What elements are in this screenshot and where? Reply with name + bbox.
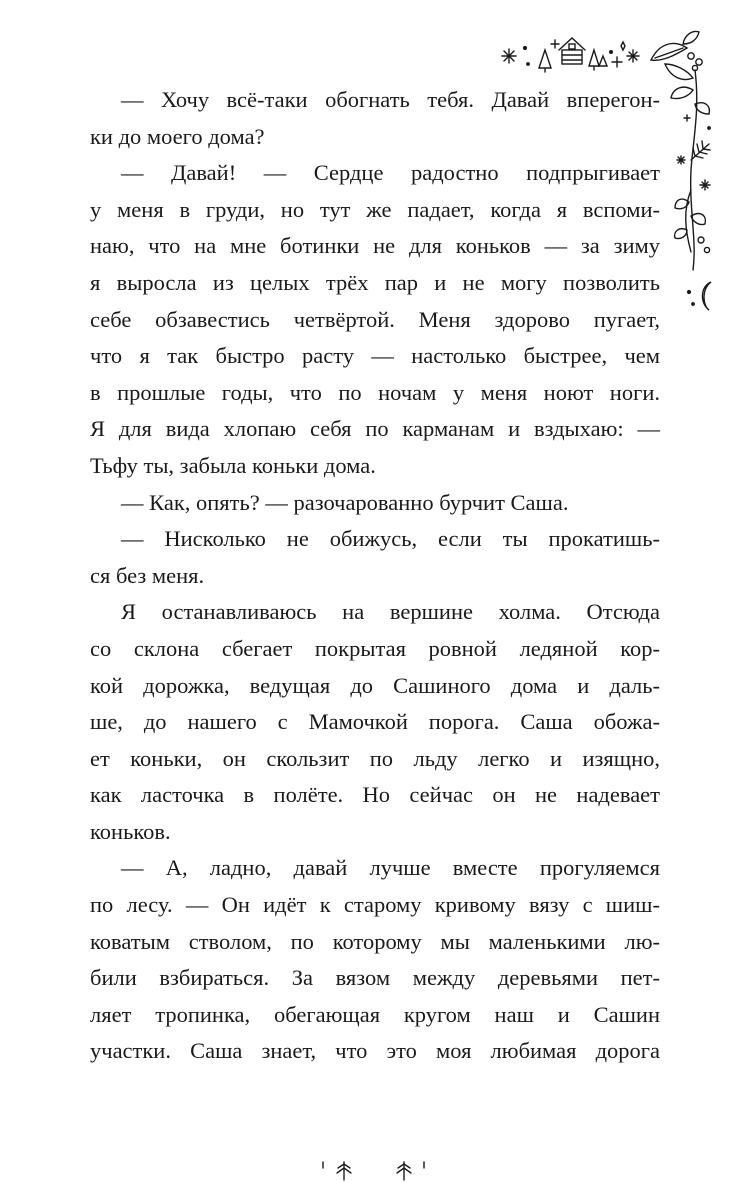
text-line: как ласточка в полёте. Но сейчас он не надевает <box>90 782 660 808</box>
text-line: ет коньки, он скользит по льду легко и изящно, <box>90 745 660 771</box>
text-line: по лесу. — Он идёт к старому кривому вязу с шиш- <box>90 892 660 918</box>
text-line: — Как, опять? — разочарованно бурчит Саша. <box>121 489 569 515</box>
text-line: со склона сбегает покрытая ровной ледяной кор- <box>90 635 660 661</box>
text-line: ше, до нашего с Мамочкой порога. Саша обожа- <box>90 709 660 735</box>
page-text <box>90 82 660 1070</box>
text-line: наю, что на мне ботинки не для коньков — за зиму <box>90 233 660 259</box>
text-line: Я для вида хлопаю себя по карманам и вздыхаю: — <box>90 416 660 442</box>
text-line: — Нисколько не обижусь, если ты прокатишь- <box>121 526 660 552</box>
text-line: коватым стволом, по которому мы маленькими лю- <box>90 928 660 954</box>
text-line: у меня в груди, но тут же падает, когда я вспоми- <box>90 196 660 222</box>
text-line: Тьфу ты, забыла коньки дома. <box>90 452 376 478</box>
text-line: Я останавливаюсь на вершине холма. Отсюда <box>121 599 660 625</box>
text-line: били взбираться. За вязом между деревьями пет- <box>90 965 660 991</box>
text-line: себе обзавестись четвёртой. Меня здорово пугает, <box>90 306 660 332</box>
text-line: в прошлые годы, что по ночам у меня ноют ноги. <box>90 379 660 405</box>
fir-trees-ornament-icon <box>318 1160 428 1182</box>
text-line: ляет тропинка, обегающая кругом наш и Сашин <box>90 1001 660 1027</box>
text-line: — А, ладно, давай лучше вместе прогуляемся <box>121 855 660 881</box>
text-line: что я так быстро расту — настолько быстрее, чем <box>90 343 660 369</box>
text-line: коньков. <box>90 818 171 844</box>
text-line: участки. Саша знает, что это моя любимая дорога <box>90 1038 660 1064</box>
text-line: я выросла из целых трёх пар и не могу позволить <box>90 269 660 295</box>
text-line: кой дорожка, ведущая до Сашиного дома и даль- <box>90 672 660 698</box>
text-line: ся без меня. <box>90 562 205 588</box>
text-line: — Давай! — Сердце радостно подпрыгивает <box>121 160 660 186</box>
text-line: ки до моего дома? <box>90 123 265 149</box>
text-line: — Хочу всё-таки обогнать тебя. Давай вперегон- <box>121 87 660 112</box>
